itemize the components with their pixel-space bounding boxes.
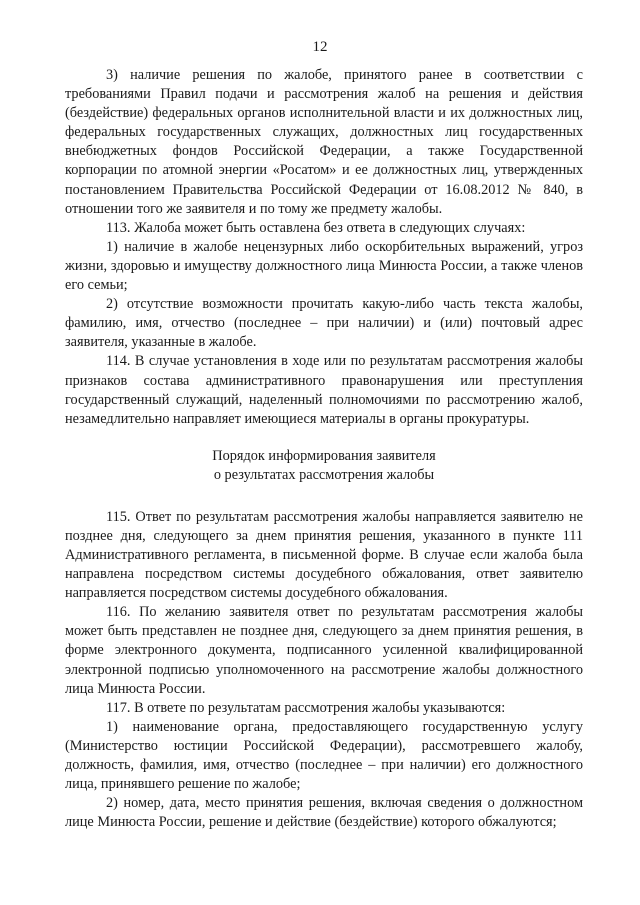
paragraph-117-item-1: 1) наименование органа, предоставляющего государственную услугу (Министерство юстиции Российской Федерации), рассмотревшего жалобу, должность, фамилия, имя, отчество (последнее – при наличии) его должностного лица, принявшего решение по жалобе; <box>65 718 583 793</box>
paragraph-114: 114. В случае установления в ходе или по результатам рассмотрения жалобы признаков состава административного правонарушения или преступления государственный служащий, наделенный полномочиями по рассмотрению жалоб, незамедлительно направляет имеющиеся материалы в органы прокуратуры. <box>65 353 583 427</box>
paragraph-117-item-2: 2) номер, дата, место принятия решения, включая сведения о должностном лице Минюста России, решение и действие (бездействие) которого обжалуются; <box>65 795 583 831</box>
paragraph-113-item-1: 1) наличие в жалобе нецензурных либо оскорбительных выражений, угроз жизни, здоровью и имуществу должностного лица Минюста России, а также членов его семьи; <box>65 238 583 294</box>
section-heading-line-2: о результатах рассмотрения жалобы <box>213 467 435 484</box>
section-body <box>65 508 583 833</box>
paragraph-item-3: 3) наличие решения по жалобе, принятого ранее в соответствии с требованиями Правил подачи и рассмотрения жалоб на решения и действия (бездействие) федеральных органов исполнительной власти и их должностных лиц, федеральных государственных служащих, должностных лиц государственных внебюджетных фондов Российской Федерации, а также Государственной корпорации по атомной энергии «Росатом» и ее должностных лиц, утвержденных постановлением Правительства Российской Федерации от 16.08.2012 № 840, в отношении того же заявителя и по тому же предмету жалобы. <box>65 67 583 217</box>
page-number: 12 <box>312 39 328 55</box>
paragraph-113-item-2: 2) отсутствие возможности прочитать какую-либо часть текста жалобы, фамилию, имя, отчество (последнее – при наличии) и (или) почтовый адрес заявителя, указанные в жалобе. <box>65 296 583 351</box>
document-body <box>65 66 583 832</box>
paragraph-116: 116. По желанию заявителя ответ по результатам рассмотрения жалобы может быть представлен не позднее дня, следующего за днем принятия решения, в форме электронного документа, подписанного усиленной квалифицированной электронной подписью уполномоченного на рассмотрение жалобы должностного лица Минюста России. <box>65 604 583 697</box>
paragraph-113: 113. Жалоба может быть оставлена без ответа в следующих случаях: <box>106 219 526 236</box>
section-heading-line-1: Порядок информирования заявителя <box>212 447 436 464</box>
paragraph-115: 115. Ответ по результатам рассмотрения жалобы направляется заявителю не позднее дня, следующего за днем принятия решения, указанного в пункте 111 Административного регламента, в письменной форме. В случае если жалоба была направлена посредством системы досудебного обжалования, ответ заявителю направляется посредством системы досудебного обжалования. <box>65 508 583 602</box>
section-heading <box>65 447 583 486</box>
paragraph-117: 117. В ответе по результатам рассмотрения жалобы указываются: <box>106 699 506 716</box>
